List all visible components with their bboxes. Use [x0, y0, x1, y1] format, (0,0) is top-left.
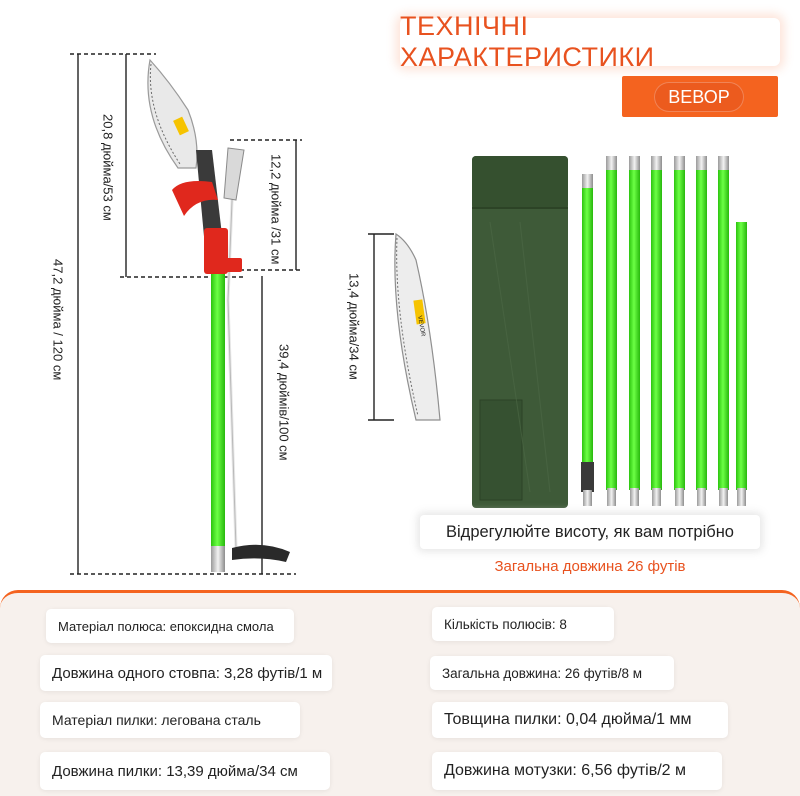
spec-pole-count: Кількість полюсів: 8	[432, 607, 614, 641]
rope-handle	[232, 545, 290, 562]
pruner-pole	[211, 270, 225, 556]
spec-pole-length: Довжина одного стовпа: 3,28 футів/1 м	[40, 655, 332, 691]
rope-length-label: 39,4 дюймів/100 см	[276, 343, 292, 461]
pole-segment	[674, 156, 685, 506]
pole-end-cap	[211, 546, 225, 572]
total-length-label: 47,2 дюйма / 120 см	[50, 259, 66, 381]
head-length-label: 20,8 дюйма/53 см	[100, 113, 116, 221]
page-title: ТЕХНІЧНІ ХАРАКТЕРИСТИКИ	[400, 18, 780, 66]
dimension-saw-length	[368, 234, 394, 420]
pole-segment	[629, 156, 640, 506]
saw-illustration	[360, 220, 450, 430]
blade-offset-label: 12,2 дюйма /31 см	[268, 153, 284, 265]
pole-segment	[718, 156, 729, 506]
pole-segment	[651, 156, 662, 506]
saw-blade	[148, 60, 197, 168]
adjust-height-caption: Відрегулюйте висоту, як вам потрібно	[420, 515, 760, 549]
saw-length-label: 13,4 дюйма/34 см	[346, 272, 362, 380]
pole-segments	[578, 152, 758, 512]
pole-segment	[581, 174, 594, 506]
pole-segment	[696, 156, 707, 506]
spec-saw-length: Довжина пилки: 13,39 дюйма/34 см	[40, 752, 330, 790]
saw-logo: VEVOR	[416, 315, 426, 338]
pole-segment	[606, 156, 617, 506]
spec-rope-length: Довжина мотузки: 6,56 футів/2 м	[432, 752, 722, 790]
spec-total-length: Загальна довжина: 26 футів/8 м	[430, 656, 674, 690]
total-length-caption: Загальна довжина 26 футів	[494, 557, 686, 575]
spec-saw-thickness: Товщина пилки: 0,04 дюйма/1 мм	[432, 702, 728, 738]
spec-pole-material: Матеріал полюса: епоксидна смола	[46, 609, 294, 643]
pole-segment	[736, 222, 747, 506]
spec-saw-material: Матеріал пилки: легована сталь	[40, 702, 300, 738]
brand-badge: ВЕВОР	[654, 82, 744, 112]
storage-pouch	[470, 152, 570, 512]
